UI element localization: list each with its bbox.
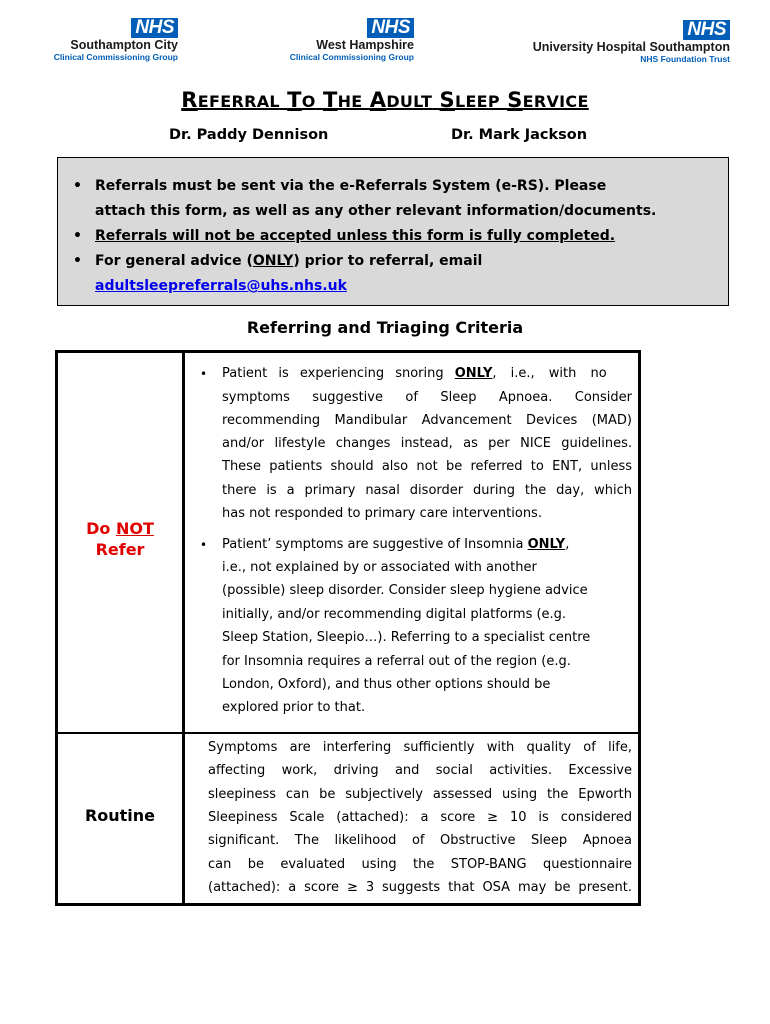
logo-org-name: University Hospital Southampton — [532, 40, 730, 54]
page-title: REFERRAL TO THE ADULT SLEEP SERVICE — [181, 88, 589, 112]
bullet-icon: • — [200, 367, 208, 381]
criteria-text-line: explored prior to that. — [222, 700, 366, 715]
category-do-not-refer: Do NOT Refer — [86, 519, 154, 559]
table-border — [638, 350, 641, 906]
criteria-text-line: sleepiness can be subjectively assessed using the Epworth — [208, 787, 632, 802]
email-link[interactable]: adultsleepreferrals@uhs.nhs.uk — [95, 278, 347, 294]
criteria-text-line: London, Oxford), and thus other options should be — [222, 677, 551, 692]
logo-org-subtitle: NHS Foundation Trust — [640, 54, 730, 64]
criteria-text-line: there is a primary nasal disorder during the day, which — [222, 483, 632, 498]
logo-org-subtitle: Clinical Commissioning Group — [53, 52, 178, 62]
uhs-foundation-trust-logo — [510, 20, 730, 64]
nhs-logo-mark: NHS — [367, 18, 414, 38]
logo-org-name: Southampton City — [70, 38, 178, 52]
nhs-logo-mark: NHS — [131, 18, 178, 38]
logo-org-name: West Hampshire — [316, 38, 414, 52]
criteria-text-line: Sleep Station, Sleepio…). Referring to a specialist centre — [222, 630, 591, 645]
table-border — [55, 903, 641, 906]
criteria-text-line: (possible) sleep disorder. Consider sleep hygiene advice — [222, 583, 588, 598]
category-routine: Routine — [84, 806, 156, 825]
southampton-city-ccg-logo — [48, 18, 178, 62]
notice-line: Referrals must be sent via the e-Referrals System (e-RS). Please — [95, 178, 607, 194]
notice-line: attach this form, as well as any other relevant information/documents. — [95, 203, 657, 219]
criteria-text-line: and/or lifestyle changes instead, as per NICE guidelines. — [222, 436, 632, 451]
bullet-icon: • — [73, 253, 82, 269]
nhs-logo-mark: NHS — [683, 20, 730, 40]
criteria-text-line: Patient’ symptoms are suggestive of Insomnia ONLY, — [222, 537, 570, 552]
table-border — [182, 350, 185, 906]
bullet-icon: • — [200, 538, 208, 552]
criteria-text-line: initially, and/or recommending digital platforms (e.g. — [222, 607, 567, 622]
table-border — [55, 350, 641, 353]
criteria-text-line: affecting work, driving and social activities. Excessive — [208, 763, 632, 778]
west-hampshire-ccg-logo — [284, 18, 414, 62]
bullet-icon: • — [73, 228, 82, 244]
doctor-name-2: Dr. Mark Jackson — [451, 127, 588, 143]
criteria-text-line: These patients should also not be referred to ENT, unless — [222, 459, 632, 474]
criteria-text-line: Symptoms are interfering sufficiently with quality of life, — [208, 740, 632, 755]
doctor-name-1: Dr. Paddy Dennison — [169, 127, 329, 143]
bullet-icon: • — [73, 178, 82, 194]
notice-warning: Referrals will not be accepted unless this form is fully completed. — [95, 228, 616, 244]
criteria-text-line: i.e., not explained by or associated with another — [222, 560, 537, 575]
criteria-text-line: can be evaluated using the STOP-BANG questionnaire — [208, 857, 632, 872]
criteria-text-line: has not responded to primary care interventions. — [222, 506, 542, 521]
logo-org-subtitle: Clinical Commissioning Group — [289, 52, 414, 62]
criteria-text-line: Patient is experiencing snoring ONLY, i.e., with no — [222, 366, 607, 381]
notice-advice: For general advice (ONLY) prior to referral, email — [95, 253, 483, 269]
criteria-text-line: significant. The likelihood of Obstructive Sleep Apnoea — [208, 833, 632, 848]
criteria-heading: Referring and Triaging Criteria — [246, 318, 524, 337]
criteria-text-line: for Insomnia requires a referral out of the region (e.g. — [222, 654, 571, 669]
criteria-text-line: recommending Mandibular Advancement Devices (MAD) — [222, 413, 632, 428]
criteria-text-line: (attached): a score ≥ 3 suggests that OSA may be present. — [208, 880, 632, 895]
criteria-text-line: Sleepiness Scale (attached): a score ≥ 10 is considered — [208, 810, 632, 825]
referral-notice-box — [57, 157, 729, 306]
criteria-text-line: symptoms suggestive of Sleep Apnoea. Consider — [222, 390, 632, 405]
table-border — [55, 732, 641, 734]
